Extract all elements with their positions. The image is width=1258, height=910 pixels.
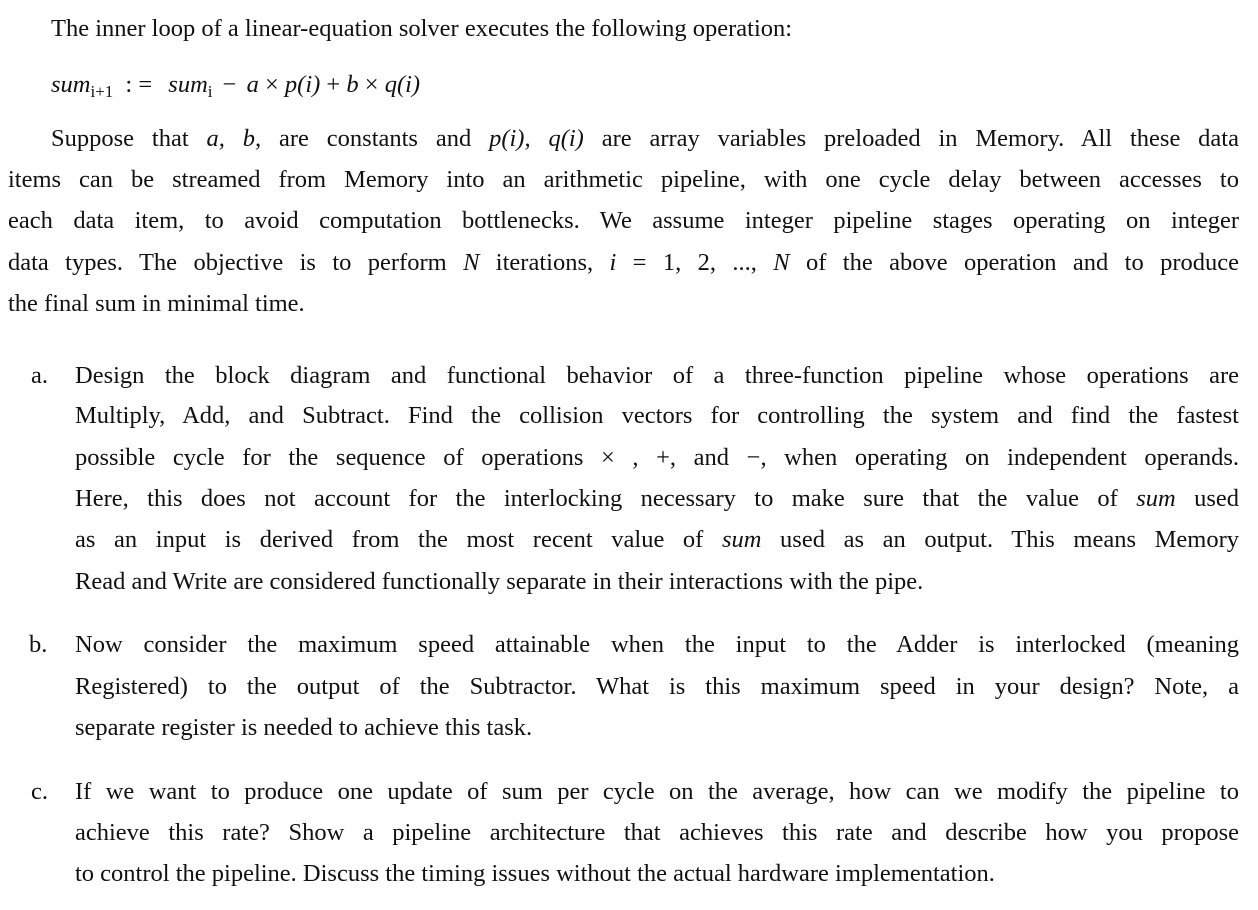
- item-a-line-5: as an input is derived from the most recent value of sum used as an output. This means Memory: [75, 526, 1239, 553]
- item-c-line-2: achieve this rate? Show a pipeline architecture that achieves this rate and describe how you propose: [75, 819, 1239, 846]
- item-c-line-3: to control the pipeline. Discuss the timing issues without the actual hardware implementation.: [75, 860, 995, 887]
- eq-p: p: [284, 71, 298, 98]
- item-c-line-1: If we want to produce one update of sum per cycle on the average, how can we modify the pipeline to: [75, 778, 1239, 805]
- item-a-line-3: possible cycle for the sequence of operations × , +, and −, when operating on independent operands.: [75, 444, 1239, 471]
- eq-paren-i-1: (i): [297, 71, 321, 98]
- eq-times-1: ×: [258, 71, 285, 98]
- para-line-2: items can be streamed from Memory into an arithmetic pipeline, with one cycle delay between accesses to: [8, 166, 1239, 193]
- eq-times-2: ×: [358, 71, 385, 98]
- eq-rhs-var: sum: [168, 71, 208, 98]
- para-line-1: Suppose that a, b, are constants and p(i), q(i) are array variables preloaded in Memory. All these data: [51, 125, 1239, 152]
- para-line-3: each data item, to avoid computation bottlenecks. We assume integer pipeline stages operating on integer: [8, 207, 1239, 234]
- item-b-line-1: Now consider the maximum speed attainable when the input to the Adder is interlocked (meaning: [75, 631, 1239, 658]
- eq-b: b: [346, 71, 359, 98]
- eq-a: a: [246, 71, 259, 98]
- item-b-line-3: separate register is needed to achieve this task.: [75, 714, 533, 741]
- item-a-line-6: Read and Write are considered functionally separate in their interactions with the pipe.: [75, 568, 924, 595]
- eq-assign: : =: [119, 71, 159, 98]
- eq-paren-i-2: (i): [396, 71, 421, 98]
- eq-lhs-sub: i+1: [90, 82, 114, 101]
- item-b-line-2: Registered) to the output of the Subtractor. What is this maximum speed in your design? Note, a: [75, 673, 1239, 700]
- eq-rhs-sub: i: [207, 82, 213, 101]
- para-line-5: the final sum in minimal time.: [8, 290, 305, 317]
- eq-minus: −: [216, 71, 243, 98]
- eq-q: q: [384, 71, 397, 98]
- item-c-label: c.: [31, 778, 48, 805]
- intro-line: The inner loop of a linear-equation solver executes the following operation:: [51, 15, 793, 42]
- para-line-4: data types. The objective is to perform N iterations, i = 1, 2, ..., N of the above operation and to produce: [8, 249, 1239, 276]
- equation: [51, 73, 420, 100]
- item-a-line-1: Design the block diagram and functional behavior of a three-function pipeline whose operations are: [75, 362, 1239, 389]
- item-b-label: b.: [29, 631, 48, 658]
- item-a-line-4: Here, this does not account for the interlocking necessary to make sure that the value of sum used: [75, 485, 1239, 512]
- eq-lhs-var: sum: [51, 71, 91, 98]
- item-a-line-2: Multiply, Add, and Subtract. Find the collision vectors for controlling the system and find the fastest: [75, 402, 1239, 429]
- item-a-label: a.: [31, 362, 48, 389]
- eq-plus: +: [320, 71, 347, 98]
